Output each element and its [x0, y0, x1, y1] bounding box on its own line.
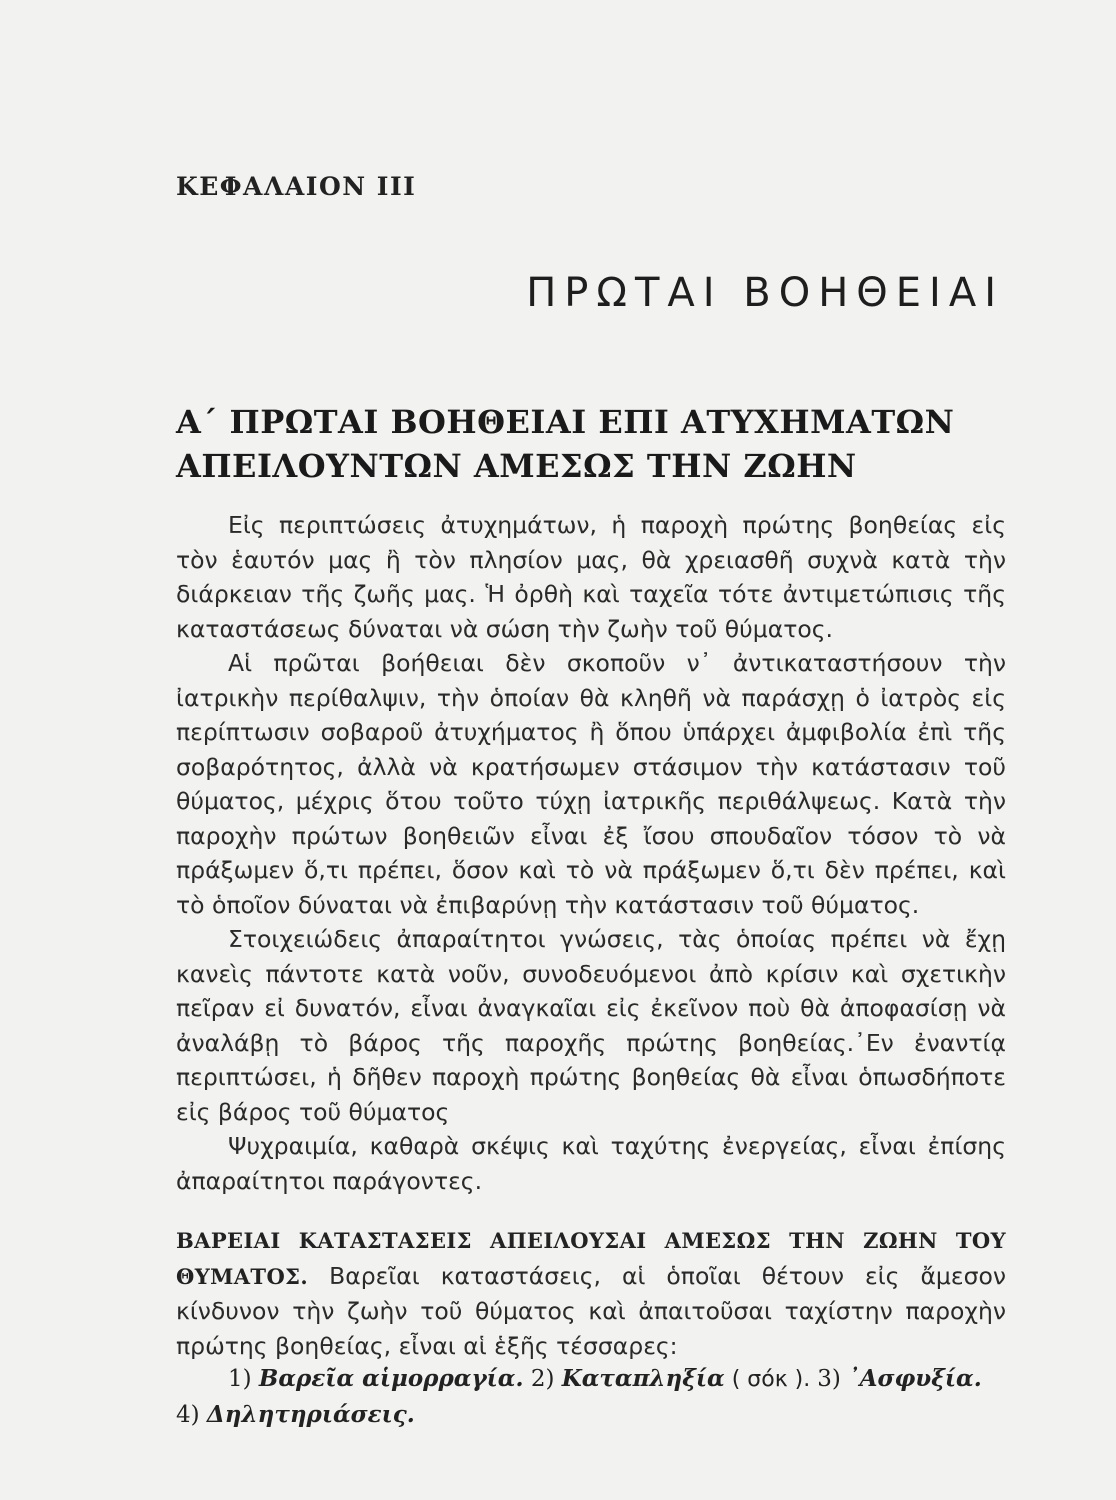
list-number-4: 4) [176, 1401, 200, 1428]
list-item-2: Καταπληξία [561, 1365, 725, 1392]
paragraph-3: Στοιχειώδεις ἀπαραίτητοι γνώσεις, τὰς ὁποίας πρέπει νὰ ἔχῃ κανεὶς πάντοτε κατὰ νοῦν, συνοδευόμενοι ἀπὸ κρίσιν καὶ σχετικὴν πεῖραν εἰ δυνατόν, εἶναι ἀναγκαῖαι εἰς ἐκεῖνον ποὺ θὰ ἀποφασίσῃ νὰ ἀναλάβῃ τὸ βάρος τῆς παροχῆς πρώτης βοηθείας.᾽Εν ἐναντίᾳ περιπτώσει, ἡ δῆθεν παροχὴ πρώτης βοηθείας θὰ εἶναι ὁπωσδήποτε εἰς βάρος τοῦ θύματος [176, 925, 1006, 1126]
chapter-heading: ΚΕΦΑΛΑΙΟΝ III [176, 172, 417, 201]
list-number-2: 2) [530, 1366, 555, 1392]
main-title: ΠΡΩΤΑΙ ΒΟΗΘΕΙΑΙ [526, 270, 1004, 316]
paragraph-1: Εἰς περιπτώσεις ἀτυχημάτων, ἡ παροχὴ πρώτης βοηθείας εἰς τὸν ἑαυτόν μας ἢ τὸν πλησίον μας, θὰ χρειασθῆ συχνὰ κατὰ τὴν διάρκειαν τῆς ζωῆς μας. Ἡ ὀρθὴ καὶ ταχεῖα τότε ἀντιμετώπισις τῆς καταστάσεως δύναται νὰ σώση τὴν ζωὴν τοῦ θύματος. [176, 511, 1006, 643]
list-item-4: Δηλητηριάσεις. [206, 1400, 415, 1428]
subsection-heading: ΒΑΡΕΙΑΙ ΚΑΤΑΣΤΑΣΕΙΣ ΑΠΕΙΛΟΥΣΑΙ ΑΜΕΣΩΣ ΤΗΝ ΖΩΗΝ ΤΟΥ ΘΥΜΑΤΟΣ. [176, 1228, 1006, 1289]
subsection-text: Βαρεῖαι καταστάσεις, αἱ ὁποῖαι θέτουν εἰς ἄμεσον κίνδυνον τὴν ζωὴν τοῦ θύματος καὶ ἀπαιτοῦσαι ταχίστην παροχὴν πρώτης βοηθείας, εἶναι αἱ ἑξῆς τέσσαρες: [176, 1261, 1006, 1360]
list-row-1 [228, 1362, 1018, 1398]
list-item-3: ᾽Ασφυξία. [848, 1365, 982, 1392]
section-title-line-1: Α΄ ΠΡΩΤΑΙ ΒΟΗΘΕΙΑΙ ΕΠΙ ΑΤΥΧΗΜΑΤΩΝ [176, 403, 955, 441]
conditions-list [176, 1362, 1018, 1432]
section-title-line-2: ΑΠΕΙΛΟΥΝΤΩΝ ΑΜΕΣΩΣ ΤΗΝ ΖΩΗΝ [176, 447, 857, 485]
subsection [176, 1223, 1006, 1363]
paragraph-4: Ψυχραιμία, καθαρὰ σκέψις καὶ ταχύτης ἐνεργείας, εἶναι ἐπίσης ἀπαραίτητοι παράγοντες. [176, 1132, 1006, 1195]
list-item-1: Βαρεῖα αἱμορραγία. [258, 1365, 524, 1392]
list-item-2-note: ( σόκ ). [724, 1367, 818, 1392]
paragraph-2: Αἱ πρῶται βοήθειαι δὲν σκοποῦν ν᾽ ἀντικαταστήσουν τὴν ἰατρικὴν περίθαλψιν, τὴν ὁποίαν θὰ κληθῆ νὰ παράσχῃ ὁ ἰατρὸς εἰς περίπτωσιν σοβαροῦ ἀτυχήματος ἢ ὅπου ὑπάρχει ἀμφιβολία ἐπὶ τῆς σοβαρότητος, ἀλλὰ νὰ κρατήσωμεν στάσιμον τὴν κατάστασιν τοῦ θύματος, μέχρις ὅτου τοῦτο τύχῃ ἰατρικῆς περιθάλψεως. Κατὰ τὴν παροχὴν πρώτων βοηθειῶν εἶναι ἐξ ἴσου σπουδαῖον τόσον τὸ νὰ πράξωμεν ὅ,τι πρέπει, ὅσον καὶ τὸ νὰ πράξωμεν ὅ,τι δὲν πρέπει, καὶ τὸ ὁποῖον δύναται νὰ ἐπιβαρύνῃ τὴν κατάστασιν τοῦ θύματος. [176, 649, 1006, 919]
body-text [176, 508, 1006, 1198]
list-row-2 [176, 1398, 1018, 1433]
list-number-3: 3) [817, 1366, 841, 1392]
section-title [176, 400, 955, 488]
list-number-1: 1) [228, 1366, 252, 1392]
